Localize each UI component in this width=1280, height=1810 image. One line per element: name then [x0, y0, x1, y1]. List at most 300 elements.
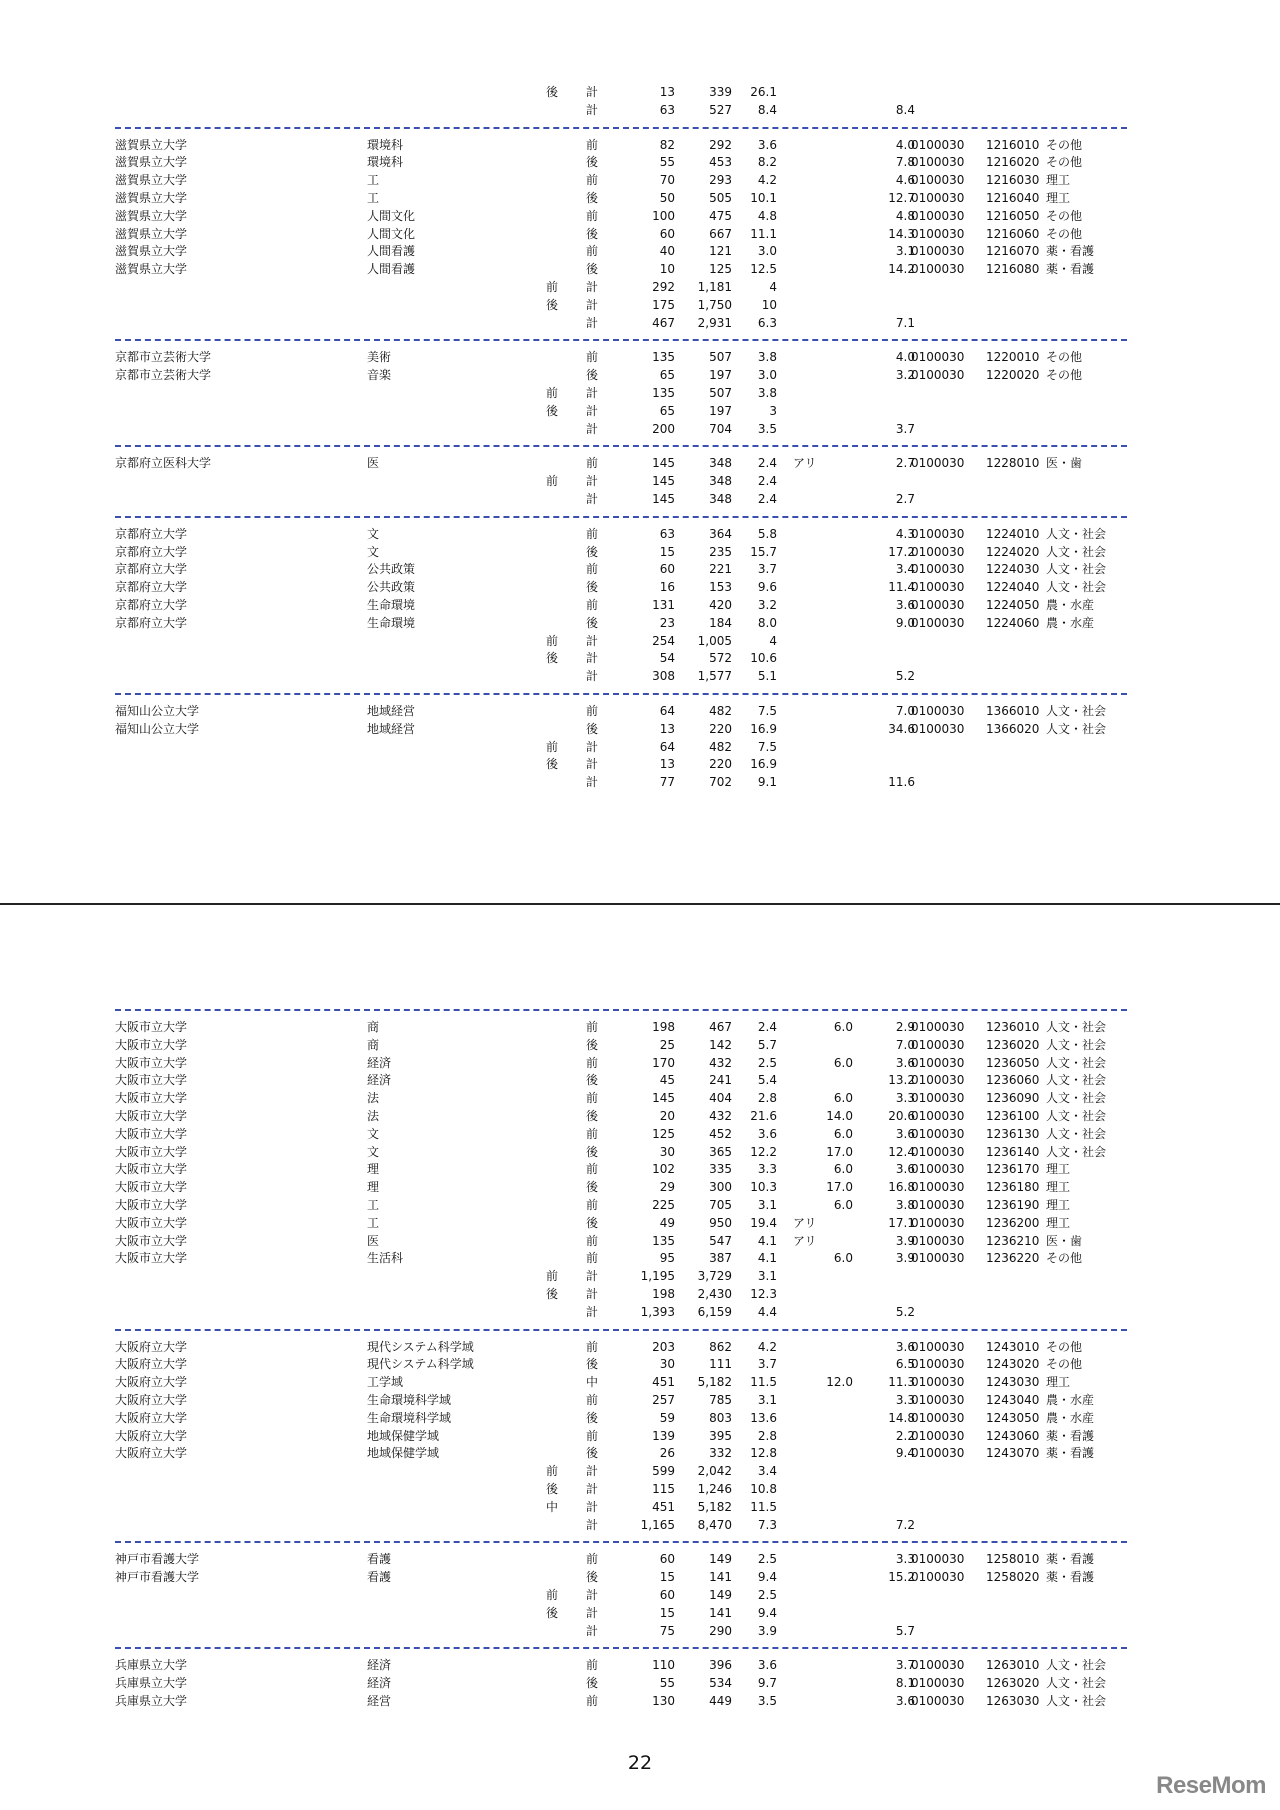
applicants-value: 803 — [709, 1410, 732, 1425]
ratio-value: 4.1 — [757, 1233, 777, 1248]
code-value: 0100030 — [911, 1693, 965, 1708]
exam-term: 後 — [585, 1108, 598, 1123]
dept-code-value: 1263010 — [986, 1658, 1040, 1673]
capacity-value: 50 — [659, 190, 675, 205]
capacity-value: 203 — [652, 1339, 675, 1354]
department-name: 経済 — [367, 1055, 392, 1070]
exam-term: 前 — [585, 1251, 598, 1266]
total-capacity: 467 — [652, 315, 675, 330]
total-term: 前 — [545, 279, 558, 294]
table-row — [115, 455, 1127, 473]
category-value: 人文・社会 — [1046, 721, 1107, 736]
total-applicants: 1,750 — [697, 297, 732, 312]
total-label: 計 — [585, 474, 598, 489]
applicants-value: 221 — [709, 562, 732, 577]
ratio-value: 9.7 — [757, 1676, 777, 1691]
category-value: その他 — [1046, 155, 1083, 170]
applicants-value: 505 — [709, 190, 732, 205]
total-capacity: 115 — [652, 1481, 675, 1496]
dept-code-value: 1236100 — [986, 1108, 1040, 1123]
department-name: 生命環境科学域 — [367, 1392, 452, 1407]
applicants-value: 111 — [709, 1357, 732, 1372]
total-ratio: 4 — [769, 279, 777, 294]
department-name: 地域経営 — [367, 721, 416, 736]
applicants-value: 432 — [709, 1055, 732, 1070]
previous-ratio-value: 12.7 — [888, 190, 915, 205]
total-capacity: 451 — [652, 1499, 675, 1514]
category-value: 人文・社会 — [1046, 1073, 1107, 1088]
capacity-value: 170 — [652, 1055, 675, 1070]
page-number: 22 — [627, 1752, 653, 1774]
code-value: 0100030 — [911, 721, 965, 736]
total-label: 計 — [585, 315, 598, 330]
department-name: 経済 — [367, 1658, 392, 1673]
university-name: 滋賀県立大学 — [115, 262, 188, 277]
previous-ratio-value: 3.3 — [895, 1392, 915, 1407]
department-name: 工 — [367, 1197, 380, 1212]
dept-code-value: 1236010 — [986, 1020, 1040, 1034]
capacity-value: 130 — [652, 1693, 675, 1708]
category-value: 医・歯 — [1046, 1233, 1083, 1248]
exam-term: 中 — [585, 1375, 598, 1390]
ratio-value: 10.1 — [750, 190, 777, 205]
university-name: 大阪市立大学 — [115, 1108, 188, 1123]
ratio-value: 4.1 — [757, 1251, 777, 1266]
table-row — [115, 1551, 1127, 1569]
total-term: 後 — [545, 1286, 558, 1301]
code-value: 0100030 — [911, 1357, 965, 1372]
total-row — [115, 650, 1127, 668]
category-value: 理工 — [1046, 173, 1071, 188]
code-value: 0100030 — [911, 562, 965, 577]
university-name: 大阪市立大学 — [115, 1073, 188, 1088]
exam-term: 後 — [585, 1144, 598, 1159]
university-name: 京都府立医科大学 — [115, 456, 212, 471]
department-name: 医 — [367, 1233, 380, 1248]
category-value: その他 — [1046, 350, 1083, 365]
university-name: 兵庫県立大学 — [115, 1676, 188, 1691]
exam-term: 後 — [585, 615, 598, 630]
university-name: 大阪市立大学 — [115, 1233, 188, 1248]
total-applicants: 8,470 — [697, 1517, 732, 1532]
dept-code-value: 1224030 — [986, 562, 1040, 577]
ratio-value: 11.1 — [750, 226, 777, 241]
total-applicants: 220 — [709, 757, 732, 772]
applicants-value: 950 — [709, 1215, 732, 1230]
table-row — [115, 1410, 1127, 1428]
group-separator — [115, 693, 1127, 695]
category-value: 医・歯 — [1046, 456, 1083, 471]
department-name: 看護 — [367, 1552, 392, 1567]
table-row — [115, 243, 1127, 261]
category-value: 人文・社会 — [1046, 580, 1107, 595]
category-value: その他 — [1046, 208, 1083, 223]
capacity-value: 70 — [659, 173, 675, 188]
university-name: 神戸市看護大学 — [115, 1570, 200, 1585]
university-name: 滋賀県立大学 — [115, 226, 188, 241]
capacity-value: 451 — [652, 1375, 675, 1390]
applicants-value: 396 — [709, 1658, 732, 1673]
university-group — [115, 127, 1127, 333]
table-row — [115, 1445, 1127, 1463]
code-value: 0100030 — [911, 1197, 965, 1212]
previous-ratio-value: 7.0 — [895, 1037, 915, 1052]
category-value: 人文・社会 — [1046, 1020, 1107, 1034]
exam-term: 前 — [585, 1693, 598, 1708]
applicants-value: 420 — [709, 597, 732, 612]
total-applicants: 702 — [709, 775, 732, 790]
total-row — [115, 297, 1127, 315]
university-name: 京都府立大学 — [115, 562, 188, 577]
total-applicants: 197 — [709, 403, 732, 418]
code-value: 0100030 — [911, 580, 965, 595]
exam-term: 前 — [585, 1197, 598, 1212]
department-name: 人間看護 — [367, 262, 416, 277]
ratio-value: 7.5 — [757, 703, 777, 718]
table-row — [115, 1108, 1127, 1126]
ratio-value: 8.2 — [757, 155, 777, 170]
top-table — [115, 84, 1127, 792]
page-bottom — [0, 905, 1280, 1810]
total-label: 計 — [585, 1286, 598, 1301]
table-row — [115, 1374, 1127, 1392]
total-capacity: 1,195 — [640, 1269, 675, 1284]
previous-ratio-value: 9.4 — [895, 1446, 915, 1461]
dept-code-value: 1220020 — [986, 368, 1040, 383]
table-row — [115, 526, 1127, 544]
dept-code-value: 1216020 — [986, 155, 1040, 170]
previous-ratio-value: 3.6 — [895, 1055, 915, 1070]
previous-ratio-value: 4.3 — [895, 526, 915, 541]
total-ratio: 7.5 — [757, 739, 777, 754]
capacity-value: 135 — [652, 350, 675, 365]
total-label: 計 — [585, 739, 598, 754]
ratio-value: 10.3 — [750, 1180, 777, 1195]
total-row — [115, 1517, 1127, 1535]
university-name: 兵庫県立大学 — [115, 1658, 188, 1673]
total-capacity: 599 — [652, 1464, 675, 1479]
total-label: 計 — [585, 1304, 598, 1319]
total-capacity: 1,393 — [640, 1304, 675, 1319]
ratio-value: 3.3 — [757, 1162, 777, 1177]
department-name: 工 — [367, 1215, 380, 1230]
ratio-value: 4.2 — [757, 173, 777, 188]
capacity-value: 13 — [659, 721, 675, 736]
total-ratio: 3.4 — [757, 1464, 777, 1479]
total-ratio: 3.8 — [757, 385, 777, 400]
university-name: 大阪市立大学 — [115, 1144, 188, 1159]
department-name: 文 — [367, 526, 380, 541]
category-value: 人文・社会 — [1046, 703, 1107, 718]
ratio-value: 3.7 — [757, 1357, 777, 1372]
dept-code-value: 1366020 — [986, 721, 1040, 736]
total-capacity: 54 — [659, 651, 675, 666]
total-capacity: 64 — [659, 739, 675, 754]
code-value: 0100030 — [911, 208, 965, 223]
category-value: 人文・社会 — [1046, 1658, 1107, 1673]
capacity-value: 30 — [659, 1144, 675, 1159]
applicants-value: 467 — [709, 1020, 732, 1034]
department-name: 生命環境科学域 — [367, 1410, 452, 1425]
code-value: 0100030 — [911, 368, 965, 383]
total-row — [115, 756, 1127, 774]
exam-term: 前 — [585, 1552, 598, 1567]
department-name: 理 — [367, 1162, 380, 1177]
group-separator — [115, 516, 1127, 518]
university-group — [115, 339, 1127, 438]
total-label: 計 — [585, 1464, 598, 1479]
code-value: 0100030 — [911, 1392, 965, 1407]
total-row — [115, 739, 1127, 757]
total-applicants: 290 — [709, 1623, 732, 1638]
university-name: 大阪市立大学 — [115, 1180, 188, 1195]
department-name: 看護 — [367, 1570, 392, 1585]
total-term: 後 — [545, 297, 558, 312]
code-value: 0100030 — [911, 262, 965, 277]
watermark-logo: ReseMom — [1156, 1772, 1266, 1799]
university-name: 大阪市立大学 — [115, 1197, 188, 1212]
applicants-value: 142 — [709, 1037, 732, 1052]
total-ratio: 5.1 — [757, 669, 777, 684]
previous-ratio-value: 4.0 — [895, 137, 915, 152]
university-name: 滋賀県立大学 — [115, 137, 188, 152]
capacity-value: 125 — [652, 1126, 675, 1141]
dept-code-value: 1216010 — [986, 137, 1040, 152]
university-name: 大阪市立大学 — [115, 1251, 188, 1266]
code-value: 0100030 — [911, 226, 965, 241]
department-name: 人間文化 — [367, 226, 416, 241]
previous-ratio-value: 3.9 — [895, 1233, 915, 1248]
exam-term: 後 — [585, 1410, 598, 1425]
ratio-value: 3.6 — [757, 137, 777, 152]
university-name: 大阪府立大学 — [115, 1410, 188, 1425]
code-value: 0100030 — [911, 155, 965, 170]
dept-code-value: 1216030 — [986, 173, 1040, 188]
dept-code-value: 1243050 — [986, 1410, 1040, 1425]
university-name: 大阪府立大学 — [115, 1375, 188, 1390]
total-previous-ratio: 7.2 — [895, 1517, 915, 1532]
total-previous-ratio: 5.7 — [895, 1623, 915, 1638]
total-capacity: 198 — [652, 1286, 675, 1301]
code-value: 0100030 — [911, 544, 965, 559]
code-value: 0100030 — [911, 1658, 965, 1673]
total-previous-ratio: 5.2 — [895, 1304, 915, 1319]
code-value: 0100030 — [911, 1162, 965, 1177]
total-row — [115, 1587, 1127, 1605]
prelim-value: 17.0 — [826, 1144, 853, 1159]
total-capacity: 175 — [652, 297, 675, 312]
category-value: 人文・社会 — [1046, 1693, 1107, 1708]
total-row — [115, 385, 1127, 403]
university-name: 大阪市立大学 — [115, 1055, 188, 1070]
exam-term: 後 — [585, 1676, 598, 1691]
previous-ratio-value: 4.0 — [895, 350, 915, 365]
total-label: 計 — [585, 757, 598, 772]
capacity-value: 65 — [659, 368, 675, 383]
university-group — [115, 516, 1127, 686]
ratio-value: 3.0 — [757, 244, 777, 259]
ratio-value: 5.8 — [757, 526, 777, 541]
exam-term: 前 — [585, 1392, 598, 1407]
code-value: 0100030 — [911, 1073, 965, 1088]
table-row — [115, 1356, 1127, 1374]
capacity-value: 82 — [659, 137, 675, 152]
capacity-value: 60 — [659, 562, 675, 577]
ratio-value: 3.1 — [757, 1392, 777, 1407]
applicants-value: 348 — [709, 456, 732, 471]
previous-ratio-value: 7.0 — [895, 703, 915, 718]
category-value: 農・水産 — [1046, 615, 1095, 630]
dept-code-value: 1224060 — [986, 615, 1040, 630]
total-row — [115, 279, 1127, 297]
applicants-value: 220 — [709, 721, 732, 736]
category-value: 人文・社会 — [1046, 562, 1107, 577]
code-value: 0100030 — [911, 1037, 965, 1052]
university-name: 滋賀県立大学 — [115, 155, 188, 170]
department-name: 経営 — [367, 1693, 392, 1708]
code-value: 0100030 — [911, 1180, 965, 1195]
total-term: 前 — [545, 739, 558, 754]
applicants-value: 507 — [709, 350, 732, 365]
category-value: 人文・社会 — [1046, 1108, 1107, 1123]
department-name: 現代システム科学域 — [367, 1357, 474, 1372]
total-capacity: 15 — [659, 1605, 675, 1620]
total-row — [115, 1499, 1127, 1517]
table-row — [115, 1233, 1127, 1251]
university-group — [115, 1009, 1127, 1322]
department-name: 美術 — [367, 350, 392, 365]
category-value: 理工 — [1046, 190, 1071, 205]
table-row — [115, 261, 1127, 279]
prelim-value: 6.0 — [833, 1055, 853, 1070]
total-row — [115, 84, 1127, 102]
previous-ratio-value: 4.8 — [895, 208, 915, 223]
dept-code-value: 1236190 — [986, 1197, 1040, 1212]
table-row — [115, 208, 1127, 226]
dept-code-value: 1236210 — [986, 1233, 1040, 1248]
note-value: アリ — [793, 456, 817, 471]
capacity-value: 20 — [659, 1108, 675, 1123]
total-previous-ratio: 3.7 — [895, 421, 915, 436]
code-value: 0100030 — [911, 1570, 965, 1585]
university-name: 京都府立大学 — [115, 597, 188, 612]
table-row — [115, 1657, 1127, 1675]
applicants-value: 395 — [709, 1428, 732, 1443]
total-capacity: 308 — [652, 669, 675, 684]
applicants-value: 482 — [709, 703, 732, 718]
total-ratio: 4.4 — [757, 1304, 777, 1319]
exam-term: 前 — [585, 208, 598, 223]
total-label: 計 — [585, 491, 598, 506]
total-capacity: 75 — [659, 1623, 675, 1638]
ratio-value: 16.9 — [750, 721, 777, 736]
total-capacity: 292 — [652, 279, 675, 294]
code-value: 0100030 — [911, 1144, 965, 1159]
total-term: 前 — [545, 385, 558, 400]
department-name: 文 — [367, 544, 380, 559]
table-row — [115, 1250, 1127, 1268]
dept-code-value: 1224020 — [986, 544, 1040, 559]
department-name: 環境科 — [367, 137, 404, 152]
total-ratio: 12.3 — [750, 1286, 777, 1301]
table-row — [115, 1055, 1127, 1073]
capacity-value: 145 — [652, 456, 675, 471]
table-row — [115, 1179, 1127, 1197]
department-name: 生命環境 — [367, 615, 416, 630]
code-value: 0100030 — [911, 1020, 965, 1034]
capacity-value: 60 — [659, 226, 675, 241]
group-separator — [115, 127, 1127, 129]
applicants-value: 121 — [709, 244, 732, 259]
table-row — [115, 1126, 1127, 1144]
previous-ratio-value: 3.8 — [895, 1197, 915, 1212]
category-value: 人文・社会 — [1046, 1055, 1107, 1070]
code-value: 0100030 — [911, 190, 965, 205]
department-name: 地域保健学域 — [367, 1446, 440, 1461]
dept-code-value: 1243010 — [986, 1339, 1040, 1354]
exam-term: 前 — [585, 1428, 598, 1443]
category-value: 農・水産 — [1046, 1410, 1095, 1425]
total-label: 計 — [585, 1269, 598, 1284]
total-label: 計 — [585, 669, 598, 684]
table-row — [115, 1428, 1127, 1446]
total-term: 前 — [545, 1269, 558, 1284]
total-row — [115, 1286, 1127, 1304]
university-group — [115, 1647, 1127, 1710]
capacity-value: 225 — [652, 1197, 675, 1212]
total-row — [115, 1623, 1127, 1641]
previous-ratio-value: 3.6 — [895, 1693, 915, 1708]
exam-term: 後 — [585, 580, 598, 595]
university-name: 滋賀県立大学 — [115, 208, 188, 223]
university-group — [115, 1541, 1127, 1640]
university-name: 京都市立芸術大学 — [115, 368, 212, 383]
code-value: 0100030 — [911, 1215, 965, 1230]
applicants-value: 335 — [709, 1162, 732, 1177]
total-ratio: 9.1 — [757, 775, 777, 790]
university-name: 福知山公立大学 — [115, 721, 200, 736]
category-value: 農・水産 — [1046, 597, 1095, 612]
exam-term: 前 — [585, 1055, 598, 1070]
exam-term: 前 — [585, 244, 598, 259]
exam-term: 前 — [585, 173, 598, 188]
ratio-value: 13.6 — [750, 1410, 777, 1425]
table-row — [115, 561, 1127, 579]
total-applicants: 1,577 — [697, 669, 732, 684]
ratio-value: 3.6 — [757, 1126, 777, 1141]
total-ratio: 3.1 — [757, 1269, 777, 1284]
exam-term: 後 — [585, 190, 598, 205]
table-row — [115, 1144, 1127, 1162]
department-name: 生活科 — [367, 1251, 404, 1266]
table-row — [115, 1339, 1127, 1357]
total-term: 中 — [545, 1499, 558, 1514]
previous-ratio-value: 4.6 — [895, 173, 915, 188]
dept-code-value: 1220010 — [986, 350, 1040, 365]
exam-term: 前 — [585, 350, 598, 365]
category-value: 農・水産 — [1046, 1392, 1095, 1407]
ratio-value: 2.4 — [757, 456, 777, 471]
total-label: 計 — [585, 297, 598, 312]
total-label: 計 — [585, 1517, 598, 1532]
category-value: 理工 — [1046, 1180, 1071, 1195]
applicants-value: 184 — [709, 615, 732, 630]
capacity-value: 102 — [652, 1162, 675, 1177]
dept-code-value: 1243020 — [986, 1357, 1040, 1372]
total-applicants: 2,430 — [697, 1286, 732, 1301]
total-applicants: 2,931 — [697, 315, 732, 330]
department-name: 文 — [367, 1126, 380, 1141]
